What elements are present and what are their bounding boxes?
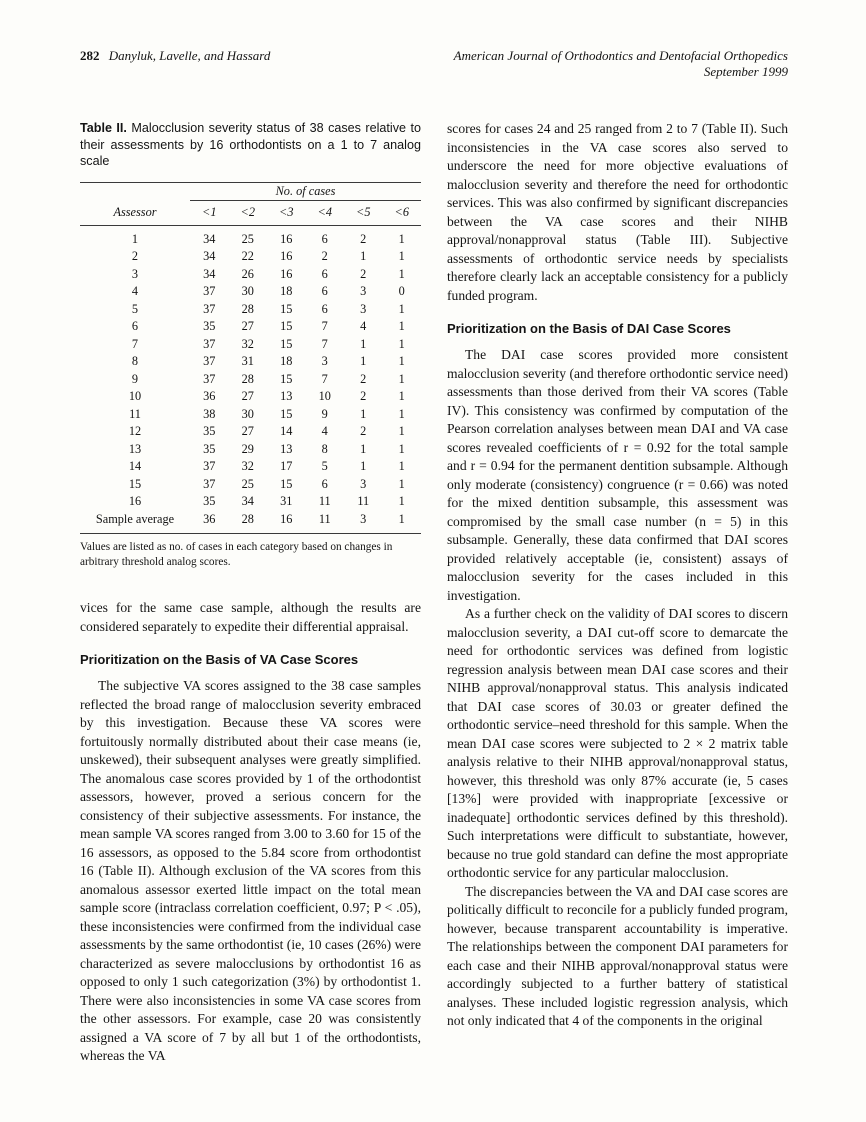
count-cell: 31 (280, 494, 293, 508)
count-cell: 1 (398, 494, 405, 508)
body-paragraph-va: The subjective VA scores assigned to the 38 case samples reflected the broad range of malocclusion severity embraced by this investigation. Because these VA scores were fortuitously normally distributed about their case means (ie, unskewed), their subsequent analyses were greatly simplified. The anomalous case scores provided by 1 of the orthodontist assessors, however, proved a serious concern for the consistency of their subjective assessments. For instance, the mean sample VA scores ranged from 3.00 to 3.60 for 15 of the 16 assessors, as opposed to the 5.84 score from orthodontist 16 (Table II). Although exclusion of the VA scores from this anomalous assessor exerted little impact on the total mean sample score (intraclass correlation coefficient, 0.97; P < .05), these inconsistencies were confirmed from the individual case assessments by the same orthodontist (ie, 10 cases (26%) were characterized as severe malocclusions by orthodontist 16 as opposed to only 1 such categorization (3%) by orthodontist 1. There were also inconsistencies in some VA case scores from the other assessors. For example, case 20 was consistently assigned a VA score of 7 by all but 1 of the orthodontists, whereas the VA (80, 678, 421, 1063)
assessor-cell: 7 (131, 336, 139, 351)
count-cell: 5 (321, 459, 328, 473)
table-caption-text: Malocclusion severity status of 38 cases relative to their assessments by 16 orthodontists on a 1 to 7 analog scale (80, 121, 422, 168)
count-cell: 28 (229, 511, 268, 534)
count-cell: 35 (203, 319, 216, 333)
count-cell: 27 (241, 424, 254, 438)
table-row (80, 511, 421, 534)
assessor-cell: Sample average (80, 511, 190, 534)
count-cell: 1 (360, 406, 367, 421)
body-paragraph-dai-1: The DAI case scores provided more consistent malocclusion severity (and therefore orthodontic service need) assessments than those derived from their VA scores (Table IV). This consistency was confirmed by computation of the Pearson correlation analyses between mean DAI and VA case scores revealed coefficients of r = 0.92 for the total sample and r = 0.94 for the permanent dentition subsample. Although only moderate (consistency) congruence (r = 0.66) was noted for the mixed dentition subsample, this assessment was compromised by the small case number (n = 5) in this subsample. Generally, these data confirmed that DAI scores provided relatively acceptable (ie, consistent) assays of malocclusion severity for the cases included in this investigation. (447, 347, 788, 603)
count-cell: 35 (203, 494, 216, 508)
assessor-cell: 2 (131, 249, 139, 263)
count-cell: 15 (280, 319, 293, 333)
count-cell: 36 (190, 511, 229, 534)
column-header: <4 (306, 201, 345, 226)
table-row (80, 441, 421, 459)
page-number: 282 (80, 48, 100, 63)
group-header: No. of cases (190, 182, 421, 201)
count-cell: 11 (318, 494, 331, 508)
count-cell: 22 (241, 249, 254, 263)
count-cell: 3 (360, 476, 367, 491)
column-header-row (80, 201, 421, 226)
table-row (80, 283, 421, 301)
count-cell: 7 (321, 336, 328, 351)
count-cell: 15 (280, 406, 293, 421)
table-row (80, 423, 421, 441)
count-cell: 37 (203, 336, 216, 351)
count-cell: 34 (203, 266, 216, 281)
table-row (80, 371, 421, 389)
running-header-right (454, 48, 788, 80)
section-heading-va: Prioritization on the Basis of VA Case Scores (80, 652, 359, 667)
count-cell: 32 (241, 336, 254, 351)
count-cell: 6 (321, 301, 328, 316)
count-cell: 2 (360, 266, 367, 281)
count-cell: 35 (203, 441, 216, 456)
assessor-cell: 13 (128, 441, 142, 456)
table-row (80, 353, 421, 371)
count-cell: 2 (360, 371, 367, 386)
table-row (80, 493, 421, 511)
count-cell: 1 (398, 266, 405, 281)
assessor-cell: 4 (131, 284, 139, 298)
body-paragraph-continuation: vices for the same case sample, although the results are considered separately to expedite their differential appraisal. (80, 600, 421, 634)
count-cell: 1 (398, 371, 405, 386)
count-cell: 4 (360, 319, 367, 333)
count-cell: 28 (241, 371, 254, 386)
count-cell: 25 (241, 231, 254, 246)
count-cell: 37 (203, 476, 216, 491)
count-cell: 27 (241, 389, 254, 403)
count-cell: 26 (241, 266, 254, 281)
assessor-cell: 10 (128, 389, 142, 403)
column-header: <1 (190, 201, 229, 226)
body-paragraph-dai-2: As a further check on the validity of DAI scores to discern malocclusion severity, a DAI cut-off score to demarcate the need for orthodontic services was defined from logistic regression analysis between mean DAI case scores and their NIHB approval/nonapproval status. This analysis indicated that DAI case scores of 30.03 or greater defined the orthodontic service–need threshold for this sample. When the mean DAI case scores were subjected to 2 × 2 matrix table analysis relative to their NIHB approval/nonapproval status, however, this threshold was only 87% accurate (ie, 5 cases [13%] were provided with inappropriate [excessive or inadequate] orthodontic services defined by this threshold). Such interpretations were difficult to substantiate, however, because no true gold standard can define the most appropriate orthodontic service for any particular malocclusion. (447, 606, 788, 880)
count-cell: 1 (398, 319, 405, 333)
body-paragraph-dai-3: The discrepancies between the VA and DAI case scores are politically difficult to reconcile for a publicly funded program, however, because transparent accountability is imperative. The relationships between the component DAI parameters for each case and their NIHB approval/nonapproval status were accordingly subjected to a further battery of statistical analyses. These included logistic regression analysis, which not only indicated that 4 of the components in the original (447, 883, 788, 1028)
count-cell: 3 (344, 511, 383, 534)
assessor-cell: 6 (131, 319, 139, 333)
count-cell: 0 (398, 284, 405, 298)
count-cell: 27 (241, 319, 254, 333)
count-cell: 3 (360, 284, 367, 298)
journal-title: American Journal of Orthodontics and Dentofacial Orthopedics (453, 48, 788, 63)
count-cell: 36 (203, 389, 216, 403)
count-cell: 1 (398, 476, 405, 491)
count-cell: 2 (360, 424, 367, 438)
column-header: <5 (344, 201, 383, 226)
table-row (80, 476, 421, 494)
count-cell: 34 (203, 249, 216, 263)
malocclusion-table (80, 182, 421, 535)
count-cell: 37 (203, 354, 216, 368)
count-cell: 37 (203, 371, 216, 386)
count-cell: 38 (203, 406, 216, 421)
count-cell: 30 (241, 284, 254, 298)
table-row (80, 266, 421, 284)
assessor-cell: 14 (128, 459, 142, 473)
count-cell: 28 (241, 301, 254, 316)
count-cell: 1 (383, 511, 422, 534)
column-header: <3 (267, 201, 306, 226)
two-column-body (80, 120, 788, 1066)
table-row (80, 318, 421, 336)
count-cell: 17 (280, 459, 293, 473)
count-cell: 16 (267, 511, 306, 534)
running-header-left (80, 48, 270, 64)
count-cell: 1 (360, 441, 367, 456)
table-row (80, 301, 421, 319)
body-paragraph-top: scores for cases 24 and 25 ranged from 2 to 7 (Table II). Such inconsistencies in the VA case scores also served to underscore the need for more objective evaluations of malocclusion severity and therefore the need for orthodontic services. This was also confirmed by significant discrepancies between the VA case scores and their NIHB approval/nonapproval status (Table III). Subjective assessments of orthodontic service needs by specialists therefore clearly lack an acceptable consistency for a publicly funded program. (447, 121, 788, 303)
count-cell: 14 (280, 424, 293, 438)
section-heading-dai: Prioritization on the Basis of DAI Case Scores (447, 321, 731, 336)
count-cell: 13 (280, 389, 293, 403)
count-cell: 6 (321, 284, 328, 298)
count-cell: 1 (398, 249, 405, 263)
count-cell: 6 (321, 476, 328, 491)
running-authors: Danyluk, Lavelle, and Hassard (108, 48, 271, 63)
column-header-assessor: Assessor (80, 201, 190, 226)
count-cell: 31 (241, 354, 254, 368)
count-cell: 2 (360, 389, 367, 403)
count-cell: 1 (360, 354, 367, 368)
table-caption-label: Table II. (80, 121, 127, 135)
count-cell: 1 (360, 249, 367, 263)
assessor-cell: 9 (131, 371, 139, 386)
count-cell: 6 (321, 231, 328, 246)
page-content (80, 48, 788, 1066)
count-cell: 25 (241, 476, 254, 491)
table-row (80, 406, 421, 424)
count-cell: 16 (280, 266, 293, 281)
count-cell: 13 (280, 441, 293, 456)
count-cell: 1 (360, 336, 367, 351)
count-cell: 34 (241, 494, 254, 508)
count-cell: 35 (203, 424, 216, 438)
count-cell: 34 (203, 231, 216, 246)
count-cell: 1 (398, 441, 405, 456)
count-cell: 15 (280, 476, 293, 491)
column-header: <6 (383, 201, 422, 226)
count-cell: 15 (280, 301, 293, 316)
assessor-cell: 16 (128, 494, 142, 508)
right-column (447, 120, 788, 1066)
count-cell: 4 (321, 424, 328, 438)
count-cell: 7 (321, 371, 328, 386)
count-cell: 15 (280, 336, 293, 351)
table2-body (80, 225, 421, 534)
table-footnote: Values are listed as no. of cases in each category based on changes in arbitrary threshold analog scores. (80, 541, 393, 568)
count-cell: 32 (241, 459, 254, 473)
count-cell: 1 (398, 406, 405, 421)
count-cell: 1 (398, 231, 405, 246)
count-cell: 37 (203, 301, 216, 316)
table-row (80, 225, 421, 248)
running-header (80, 48, 788, 80)
group-header-spacer (80, 182, 190, 201)
count-cell: 1 (398, 301, 405, 316)
count-cell: 18 (280, 284, 293, 298)
count-cell: 3 (321, 354, 328, 368)
assessor-cell: 12 (128, 424, 142, 438)
count-cell: 7 (321, 319, 328, 333)
table-row (80, 248, 421, 266)
count-cell: 11 (357, 494, 370, 508)
table-2-block (80, 120, 421, 569)
count-cell: 1 (398, 424, 405, 438)
count-cell: 16 (280, 249, 293, 263)
assessor-cell: 1 (131, 231, 139, 246)
count-cell: 9 (321, 406, 328, 421)
assessor-cell: 15 (128, 476, 142, 491)
count-cell: 1 (360, 459, 367, 473)
count-cell: 8 (321, 441, 328, 456)
group-header-row (80, 182, 421, 201)
assessor-cell: 3 (131, 266, 139, 281)
column-header: <2 (229, 201, 268, 226)
count-cell: 37 (203, 459, 216, 473)
count-cell: 1 (398, 336, 405, 351)
count-cell: 1 (398, 354, 405, 368)
table-caption (80, 120, 421, 170)
assessor-cell: 11 (129, 406, 141, 421)
count-cell: 2 (321, 249, 328, 263)
count-cell: 30 (241, 406, 254, 421)
count-cell: 37 (203, 284, 216, 298)
left-column (80, 120, 421, 1066)
count-cell: 1 (398, 459, 405, 473)
count-cell: 10 (318, 389, 331, 403)
count-cell: 2 (360, 231, 367, 246)
table-row (80, 388, 421, 406)
count-cell: 15 (280, 371, 293, 386)
issue-date: September 1999 (703, 64, 788, 79)
count-cell: 1 (398, 389, 405, 403)
count-cell: 11 (306, 511, 345, 534)
count-cell: 3 (360, 301, 367, 316)
assessor-cell: 5 (131, 301, 139, 316)
table-row (80, 458, 421, 476)
assessor-cell: 8 (131, 354, 139, 368)
count-cell: 29 (241, 441, 254, 456)
count-cell: 18 (280, 354, 293, 368)
count-cell: 16 (280, 231, 293, 246)
table-row (80, 336, 421, 354)
count-cell: 6 (321, 266, 328, 281)
